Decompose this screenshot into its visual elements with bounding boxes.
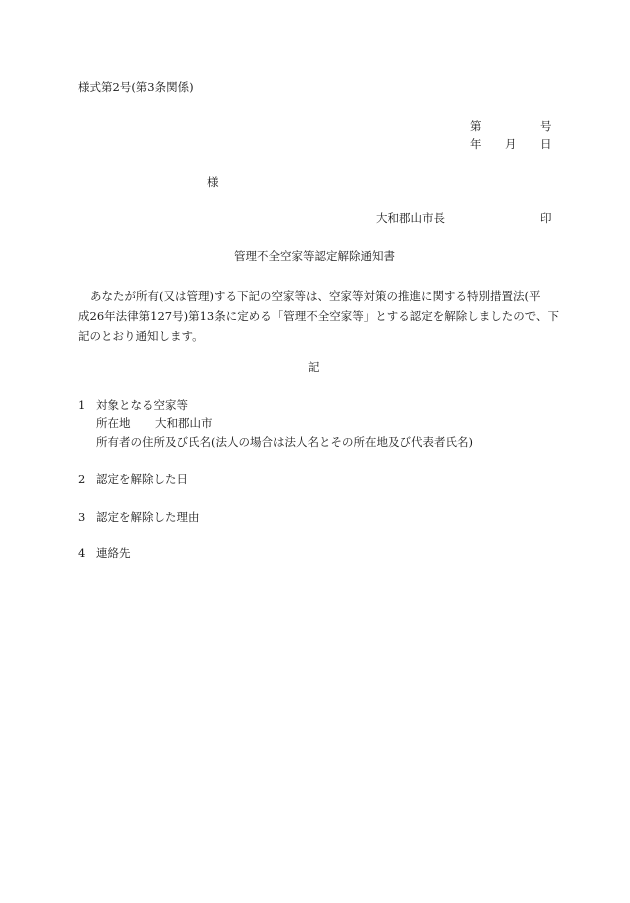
owner-note: 所有者の住所及び氏名(法人の場合は法人名とその所在地及び代表者氏名) — [96, 435, 473, 449]
document-number-prefix: 第 — [470, 119, 482, 133]
seal-mark: 印 — [540, 211, 552, 225]
section-number: 3 — [78, 510, 86, 524]
body-paragraph — [78, 286, 558, 346]
section-number: 2 — [78, 472, 86, 486]
date-day-label: 日 — [540, 137, 552, 151]
document-title: 管理不全空家等認定解除通知書 — [234, 249, 395, 263]
date-year-label: 年 — [470, 137, 482, 151]
location-value: 大和郡山市 — [155, 416, 213, 430]
addressee-honorific: 様 — [207, 175, 219, 189]
section-label: 連絡先 — [96, 546, 131, 560]
section-number: 1 — [78, 398, 86, 412]
body-line: 成26年法律第127号)第13条に定める「管理不全空家等」とする認定を解除しましたので、下 — [78, 309, 559, 323]
section-label: 対象となる空家等 — [96, 398, 188, 412]
form-number: 様式第2号(第3条関係) — [78, 80, 194, 94]
document-number-suffix: 号 — [540, 119, 552, 133]
section-number: 4 — [78, 546, 86, 560]
issuer-title: 大和郡山市長 — [376, 211, 445, 225]
location-label: 所在地 — [96, 416, 131, 430]
date-month-label: 月 — [505, 137, 517, 151]
body-line: 記のとおり通知します。 — [78, 329, 204, 343]
body-line: あなたが所有(又は管理)する下記の空家等は、空家等対策の推進に関する特別措置法(平 — [90, 289, 541, 303]
section-label: 認定を解除した理由 — [96, 510, 200, 524]
section-label: 認定を解除した日 — [96, 472, 188, 486]
ki-heading: 記 — [308, 360, 320, 374]
